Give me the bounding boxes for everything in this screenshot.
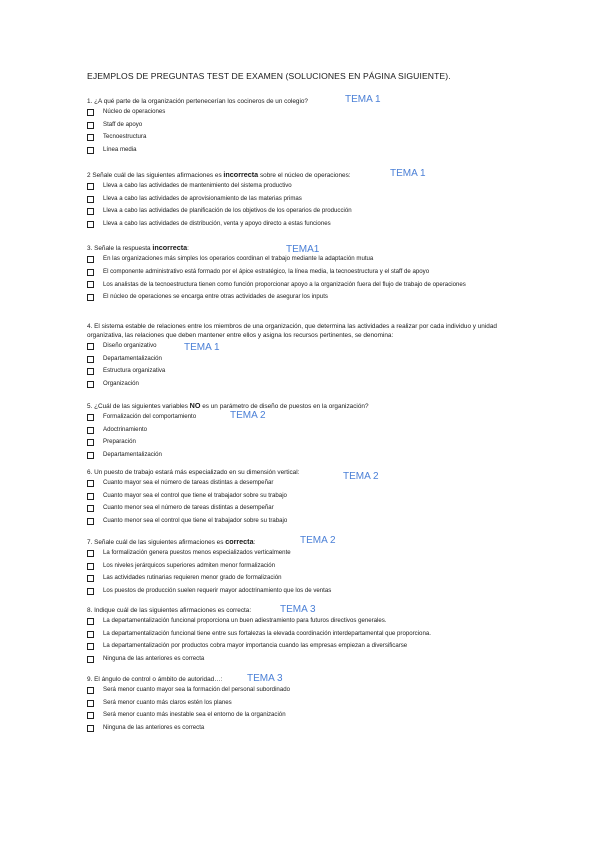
q1-option-b[interactable]: Staff de apoyo <box>87 119 527 132</box>
question-6 <box>87 468 527 527</box>
q7-option-c[interactable]: Las actividades rutinarias requieren menor grado de formalización <box>87 572 527 585</box>
q3-option-a[interactable]: En las organizaciones más simples los operarios coordinan el trabajo mediante la adaptación mutua <box>87 253 527 266</box>
question-7 <box>87 537 527 597</box>
checkbox-icon[interactable] <box>87 221 94 228</box>
question-5-text: 5. ¿Cuál de las siguientes variables NO es un parámetro de diseño de puestos en la organización? <box>87 401 369 410</box>
checkbox-icon[interactable] <box>87 618 94 625</box>
checkbox-icon[interactable] <box>87 439 94 446</box>
page-title: EJEMPLOS DE PREGUNTAS TEST DE EXAMEN (SOLUCIONES EN PÁGINA SIGUIENTE). <box>87 71 451 81</box>
q8-option-a[interactable]: La departamentalización funcional proporciona un buen adiestramiento para futuros directivos generales. <box>87 615 527 628</box>
question-7-topic: TEMA 2 <box>300 535 336 546</box>
question-5 <box>87 401 527 461</box>
q5-option-a[interactable]: Formalización del comportamiento <box>87 411 527 424</box>
checkbox-icon[interactable] <box>87 563 94 570</box>
checkbox-icon[interactable] <box>87 588 94 595</box>
question-3-text: 3. Señale la respuesta incorrecta: <box>87 243 189 252</box>
q6-option-b[interactable]: Cuanto mayor sea el control que tiene el trabajador sobre su trabajo <box>87 490 527 503</box>
checkbox-icon[interactable] <box>87 518 94 525</box>
checkbox-icon[interactable] <box>87 700 94 707</box>
checkbox-icon[interactable] <box>87 725 94 732</box>
q9-option-b[interactable]: Será menor cuanto más claros estén los planes <box>87 697 527 710</box>
checkbox-icon[interactable] <box>87 712 94 719</box>
question-1-topic: TEMA 1 <box>345 94 381 105</box>
question-1 <box>87 94 527 156</box>
q2-option-a[interactable]: Lleva a cabo las actividades de mantenimiento del sistema productivo <box>87 180 527 193</box>
checkbox-icon[interactable] <box>87 414 94 421</box>
checkbox-icon[interactable] <box>87 368 94 375</box>
checkbox-icon[interactable] <box>87 356 94 363</box>
q4-option-d[interactable]: Organización <box>87 378 527 391</box>
q3-option-c[interactable]: Los analistas de la tecnoestructura tienen como función proporcionar apoyo a la organización fuera del flujo de trabajo de operaciones <box>87 278 513 291</box>
question-6-text: 6. Un puesto de trabajo estará más especializado en su dimensión vertical: <box>87 469 300 476</box>
checkbox-icon[interactable] <box>87 381 94 388</box>
checkbox-icon[interactable] <box>87 134 94 141</box>
checkbox-icon[interactable] <box>87 256 94 263</box>
checkbox-icon[interactable] <box>87 505 94 512</box>
q6-option-a[interactable]: Cuanto mayor sea el número de tareas distintas a desempeñar <box>87 477 527 490</box>
checkbox-icon[interactable] <box>87 575 94 582</box>
q2-option-c[interactable]: Lleva a cabo las actividades de planificación de los objetivos de los operarios de producción <box>87 205 527 218</box>
checkbox-icon[interactable] <box>87 122 94 129</box>
question-3 <box>87 243 527 304</box>
q4-option-a[interactable]: Diseño organizativo <box>87 340 527 353</box>
q9-option-a[interactable]: Será menor cuanto mayor sea la formación del personal subordinado <box>87 684 527 697</box>
checkbox-icon[interactable] <box>87 294 94 301</box>
checkbox-icon[interactable] <box>87 109 94 116</box>
question-9 <box>87 675 527 734</box>
q1-option-d[interactable]: Línea media <box>87 144 527 157</box>
question-9-text: 9. El ángulo de control o ámbito de autoridad…: <box>87 676 223 683</box>
question-2 <box>87 170 527 230</box>
checkbox-icon[interactable] <box>87 208 94 215</box>
q8-option-b[interactable]: La departamentalización funcional tiene entre sus fortalezas la elevada coordinación interdepartamental que proporciona. <box>87 628 527 641</box>
q3-option-b[interactable]: El componente administrativo está formado por el ápice estratégico, la línea media, la tecnoestructura y el staff de apoyo <box>87 266 527 279</box>
question-7-text: 7. Señale cuál de las siguientes afirmaciones es correcta: <box>87 537 256 546</box>
q1-option-c[interactable]: Tecnoestructura <box>87 131 527 144</box>
checkbox-icon[interactable] <box>87 550 94 557</box>
question-8 <box>87 606 527 665</box>
question-5-topic: TEMA 2 <box>230 410 266 421</box>
q5-option-b[interactable]: Adoctrinamiento <box>87 424 527 437</box>
checkbox-icon[interactable] <box>87 196 94 203</box>
checkbox-icon[interactable] <box>87 480 94 487</box>
checkbox-icon[interactable] <box>87 493 94 500</box>
checkbox-icon[interactable] <box>87 643 94 650</box>
checkbox-icon[interactable] <box>87 147 94 154</box>
question-8-topic: TEMA 3 <box>280 604 316 615</box>
q7-option-d[interactable]: Los puestos de producción suelen requerir mayor adoctrinamiento que los de ventas <box>87 585 527 598</box>
checkbox-icon[interactable] <box>87 656 94 663</box>
question-4-topic: TEMA 1 <box>184 342 220 353</box>
q3-option-d[interactable]: El núcleo de operaciones se encarga entre otras actividades de asegurar los inputs <box>87 291 527 304</box>
question-1-text: 1. ¿A qué parte de la organización pertenecerían los cocineros de un colegio? <box>87 98 308 105</box>
question-2-text: 2 Señale cuál de las siguientes afirmaciones es incorrecta sobre el núcleo de operaciones: <box>87 170 351 179</box>
question-2-topic: TEMA 1 <box>390 168 426 179</box>
q7-option-a[interactable]: La formalización genera puestos menos especializados verticalmente <box>87 547 527 560</box>
checkbox-icon[interactable] <box>87 183 94 190</box>
q2-option-b[interactable]: Lleva a cabo las actividades de aprovisionamiento de las materias primas <box>87 193 527 206</box>
q4-option-c[interactable]: Estructura organizativa <box>87 365 527 378</box>
q8-option-d[interactable]: Ninguna de las anteriores es correcta <box>87 653 527 666</box>
question-4 <box>87 322 527 390</box>
q8-option-c[interactable]: La departamentalización por productos cobra mayor importancia cuando las empresas empiezan a diversificarse <box>87 640 527 653</box>
checkbox-icon[interactable] <box>87 427 94 434</box>
question-3-topic: TEMA1 <box>286 244 320 255</box>
q7-option-b[interactable]: Los niveles jerárquicos superiores admiten menor formalización <box>87 560 527 573</box>
question-4-text: 4. El sistema estable de relaciones entre los miembros de una organización, que determina las actividades a realizar por cada individuo y unidad organizativa, las relaciones que deben mantener entre ellos y asigna los recursos pertinentes, se denomina: <box>87 323 497 339</box>
checkbox-icon[interactable] <box>87 452 94 459</box>
q9-option-c[interactable]: Será menor cuanto más inestable sea el entorno de la organización <box>87 709 527 722</box>
checkbox-icon[interactable] <box>87 631 94 638</box>
q1-option-a[interactable]: Núcleo de operaciones <box>87 106 527 119</box>
question-6-topic: TEMA 2 <box>343 471 379 482</box>
q9-option-d[interactable]: Ninguna de las anteriores es correcta <box>87 722 527 735</box>
checkbox-icon[interactable] <box>87 281 94 288</box>
q2-option-d[interactable]: Lleva a cabo las actividades de distribución, venta y apoyo directo a estas funciones <box>87 218 527 231</box>
q5-option-c[interactable]: Preparación <box>87 436 527 449</box>
q4-option-b[interactable]: Departamentalización <box>87 353 527 366</box>
q6-option-c[interactable]: Cuanto menor sea el número de tareas distintas a desempeñar <box>87 502 527 515</box>
q6-option-d[interactable]: Cuanto menor sea el control que tiene el trabajador sobre su trabajo <box>87 515 527 528</box>
q5-option-d[interactable]: Departamentalización <box>87 449 527 462</box>
checkbox-icon[interactable] <box>87 343 94 350</box>
checkbox-icon[interactable] <box>87 269 94 276</box>
checkbox-icon[interactable] <box>87 687 94 694</box>
question-9-topic: TEMA 3 <box>247 673 283 684</box>
question-8-text: 8. Indique cuál de las siguientes afirmaciones es correcta: <box>87 607 252 614</box>
